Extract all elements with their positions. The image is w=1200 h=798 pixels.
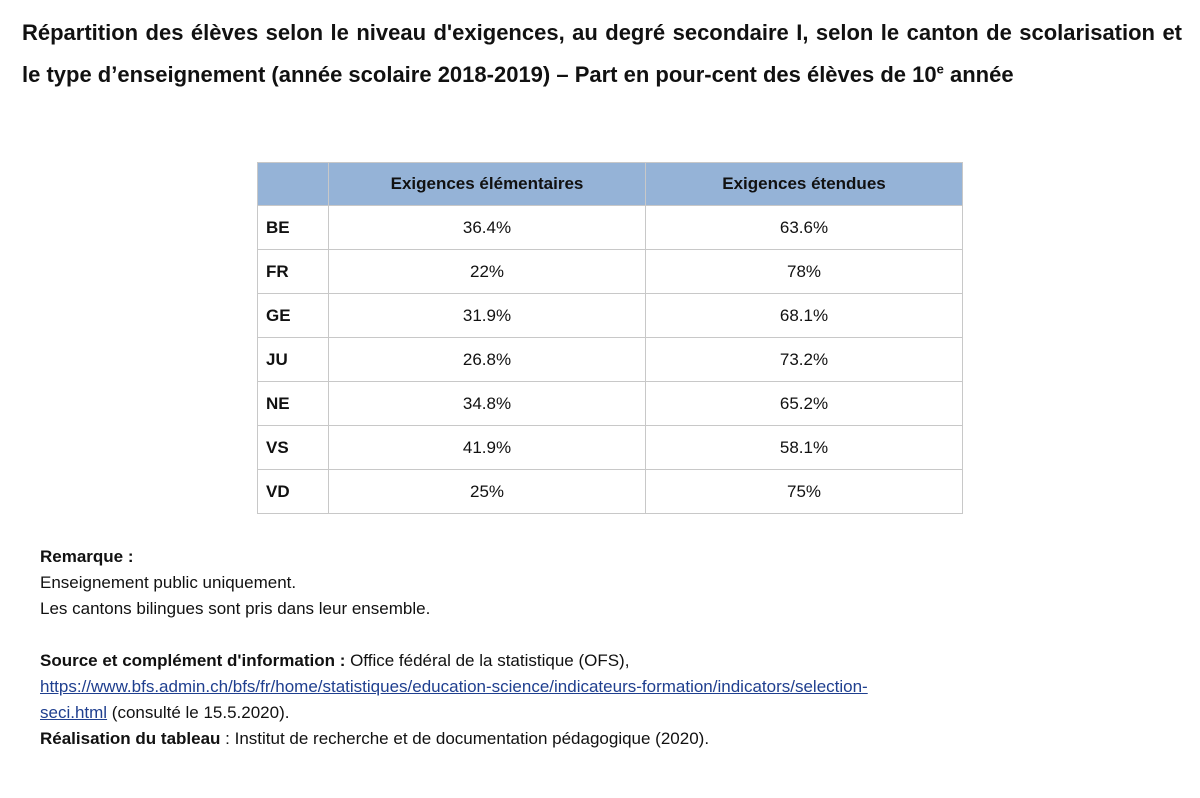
row-canton: FR	[258, 250, 329, 294]
remark-line-2: Les cantons bilingues sont pris dans leur ensemble.	[40, 599, 431, 618]
cell-elementaires: 26.8%	[329, 338, 646, 382]
realisation-text: : Institut de recherche et de documentation pédagogique (2020).	[220, 729, 710, 748]
title-superscript: e	[936, 61, 944, 77]
source-link-line	[40, 674, 1160, 700]
title-main: Répartition des élèves selon le niveau d'exigences, au degré secondaire I, selon le canton de scolarisation et le type d’enseignement (année scolaire 2018-2019) – Part en pour-cent des élèves de 10	[22, 20, 1182, 87]
cell-etendues: 68.1%	[646, 294, 963, 338]
source-link-continued[interactable]: seci.html	[40, 703, 108, 722]
table-row	[258, 470, 963, 514]
table-row	[258, 426, 963, 470]
remark-line-1: Enseignement public uniquement.	[40, 573, 297, 592]
cell-elementaires: 22%	[329, 250, 646, 294]
source-text: Office fédéral de la statistique (OFS),	[345, 651, 630, 670]
notes-section	[40, 544, 1160, 752]
cell-elementaires: 41.9%	[329, 426, 646, 470]
title-tail: année	[943, 62, 1014, 87]
header-exigences-etendues: Exigences étendues	[646, 163, 963, 206]
cell-etendues: 58.1%	[646, 426, 963, 470]
cell-elementaires: 34.8%	[329, 382, 646, 426]
cell-etendues: 78%	[646, 250, 963, 294]
cell-elementaires: 31.9%	[329, 294, 646, 338]
header-exigences-elementaires: Exigences élémentaires	[329, 163, 646, 206]
row-canton: GE	[258, 294, 329, 338]
cell-etendues: 63.6%	[646, 206, 963, 250]
row-canton: VD	[258, 470, 329, 514]
page-title	[22, 12, 1182, 96]
table-row	[258, 250, 963, 294]
cell-elementaires: 36.4%	[329, 206, 646, 250]
realisation-label: Réalisation du tableau	[40, 729, 221, 748]
row-canton: NE	[258, 382, 329, 426]
spacer	[40, 622, 1160, 648]
header-corner	[258, 163, 329, 206]
table-row	[258, 294, 963, 338]
data-table	[257, 162, 963, 514]
row-canton: JU	[258, 338, 329, 382]
source-line	[40, 648, 1160, 674]
cell-etendues: 65.2%	[646, 382, 963, 426]
source-link-line-2	[40, 700, 1160, 726]
source-consulted: (consulté le 15.5.2020).	[107, 703, 290, 722]
cell-etendues: 73.2%	[646, 338, 963, 382]
remark-label: Remarque :	[40, 547, 134, 566]
realisation-line	[40, 726, 1160, 752]
row-canton: BE	[258, 206, 329, 250]
table-row	[258, 338, 963, 382]
source-label: Source et complément d'information :	[40, 651, 346, 670]
table-header-row	[258, 163, 963, 206]
cell-etendues: 75%	[646, 470, 963, 514]
row-canton: VS	[258, 426, 329, 470]
table-row	[258, 382, 963, 426]
table-row	[258, 206, 963, 250]
source-link[interactable]: https://www.bfs.admin.ch/bfs/fr/home/statistiques/education-science/indicateurs-formation/indicators/selection-	[40, 677, 868, 696]
cell-elementaires: 25%	[329, 470, 646, 514]
